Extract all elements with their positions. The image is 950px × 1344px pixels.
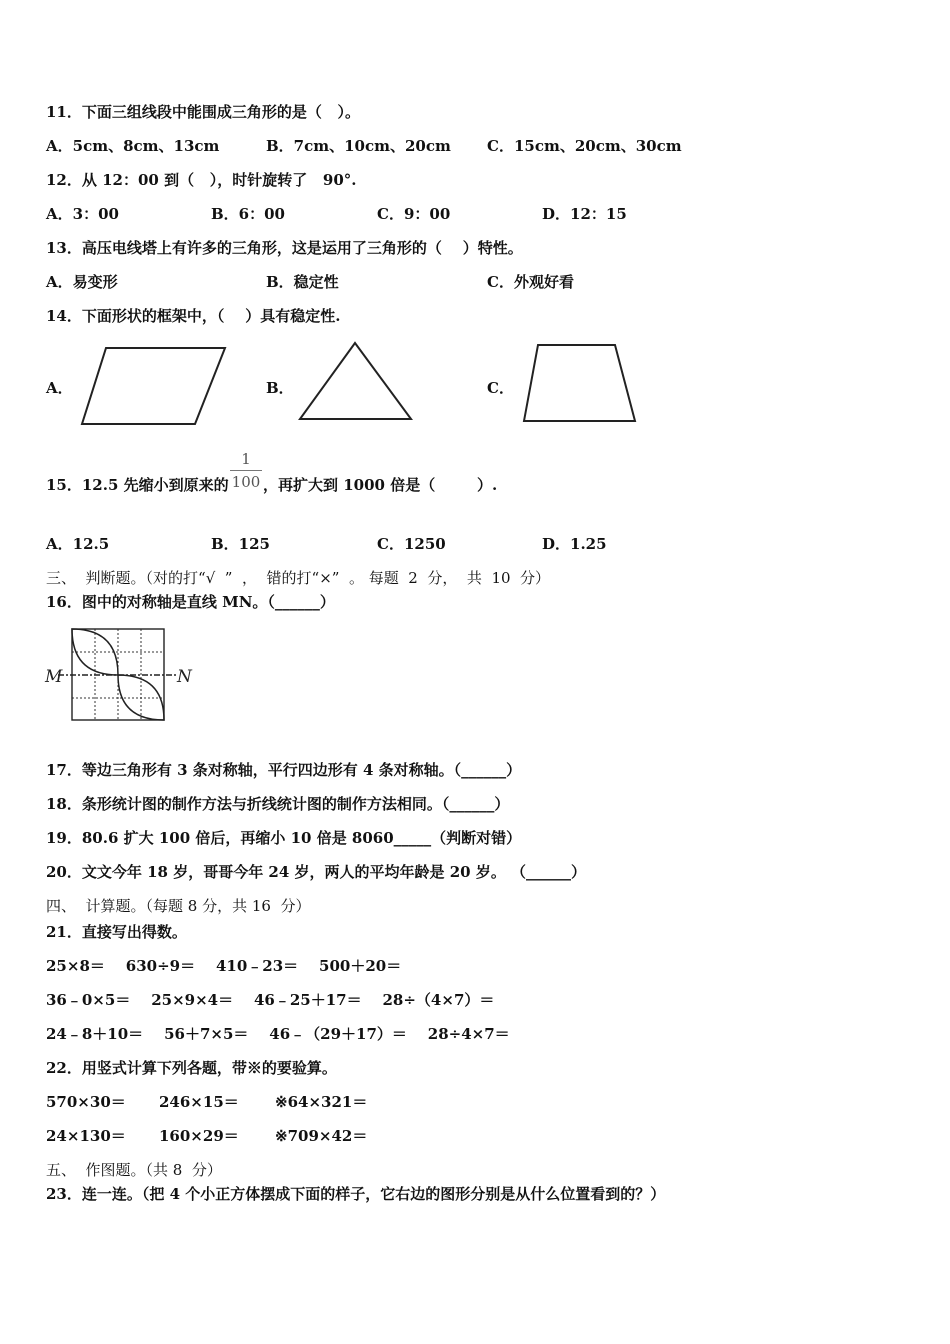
- q22-item: 570×30＝: [46, 1093, 126, 1111]
- q17-stem: 17．等边三角形有 3 条对称轴，平行四边形有 4 条对称轴。（______）: [46, 761, 522, 779]
- q12-option-a: A．3：00: [46, 205, 119, 223]
- q22-item: ※709×42＝: [275, 1127, 368, 1145]
- q15-option-d: D．1.25: [542, 535, 607, 553]
- q22-stem: 22．用竖式计算下列各题，带※的要验算。: [46, 1059, 337, 1077]
- q15-stem-after: ，再扩大到 1000 倍是（ ）.: [263, 476, 498, 494]
- q19-stem: 19．80.6 扩大 100 倍后，再缩小 10 倍是 8060_____（判断对错）: [46, 829, 522, 847]
- q22-item: ※64×321＝: [275, 1093, 368, 1111]
- q15-option-b: B．125: [211, 535, 270, 553]
- q13-option-b: B．稳定性: [266, 273, 339, 291]
- q14-option-c: C．: [487, 379, 514, 397]
- q12-option-d: D．12：15: [542, 205, 627, 223]
- q12-option-c: C．9：00: [377, 205, 451, 223]
- q21-row-3: 24﹣8＋10＝ 56＋7×5＝ 46﹣（29＋17）＝ 28÷4×7＝: [46, 1025, 510, 1043]
- q13-option-a: A．易变形: [46, 273, 118, 291]
- q14-option-b: B．: [266, 379, 294, 397]
- q11-stem: 11．下面三组线段中能围成三角形的是（ ）。: [46, 103, 361, 121]
- q11-option-b: B．7cm、10cm、20cm: [266, 137, 451, 155]
- q20-stem: 20．文文今年 18 岁，哥哥今年 24 岁，两人的平均年龄是 20 岁。 （______）: [46, 863, 587, 881]
- symmetry-grid-figure: [44, 624, 196, 724]
- q15-stem-before: 15．12.5 先缩小到原来的: [46, 476, 229, 494]
- fraction-denominator: 100: [231, 473, 261, 491]
- section-3-heading: 三、 判断题。（对的打“√ ” ， 错的打“×” 。 每题 2 分， 共 10 分）: [46, 569, 551, 587]
- q23-stem: 23．连一连。（把 4 个小正方体摆成下面的样子，它右边的图形分别是从什么位置看到的？）: [46, 1185, 666, 1203]
- q22-item: 24×130＝: [46, 1127, 126, 1145]
- label-n: N: [177, 667, 192, 687]
- trapezoid-figure: [520, 341, 640, 425]
- q15-option-c: C．1250: [377, 535, 446, 553]
- q18-stem: 18．条形统计图的制作方法与折线统计图的制作方法相同。（______）: [46, 795, 510, 813]
- q22-item: 160×29＝: [159, 1127, 239, 1145]
- q22-item: 246×15＝: [159, 1093, 239, 1111]
- label-m: M: [45, 667, 63, 687]
- q13-option-c: C．外观好看: [487, 273, 574, 291]
- triangle-figure: [296, 339, 416, 423]
- fraction-bar: [230, 470, 262, 471]
- fraction-numerator: 1: [241, 450, 251, 468]
- fraction-one-hundredth: [230, 450, 262, 491]
- q16-stem: 16．图中的对称轴是直线 MN。（______）: [46, 593, 335, 611]
- q12-stem: 12．从 12：00 到（ ），时针旋转了 90°.: [46, 171, 357, 189]
- q21-stem: 21．直接写出得数。: [46, 923, 187, 941]
- q13-stem: 13．高压电线塔上有许多的三角形，这是运用了三角形的（ ）特性。: [46, 239, 523, 257]
- q14-option-a: A．: [46, 379, 73, 397]
- section-4-heading: 四、 计算题。（每题 8 分，共 16 分）: [46, 897, 311, 915]
- q14-stem: 14．下面形状的框架中，（ ）具有稳定性.: [46, 307, 341, 325]
- q15-option-a: A．12.5: [46, 535, 110, 553]
- q12-option-b: B．6：00: [211, 205, 285, 223]
- section-5-heading: 五、 作图题。（共 8 分）: [46, 1161, 222, 1179]
- q21-row-2: 36﹣0×5＝ 25×9×4＝ 46﹣25＋17＝ 28÷（4×7）＝: [46, 991, 495, 1009]
- q11-option-a: A．5cm、8cm、13cm: [46, 137, 220, 155]
- parallelogram-figure: [78, 344, 230, 428]
- q21-row-1: 25×8＝ 630÷9＝ 410﹣23＝ 500＋20＝: [46, 957, 402, 975]
- q11-option-c: C．15cm、20cm、30cm: [487, 137, 682, 155]
